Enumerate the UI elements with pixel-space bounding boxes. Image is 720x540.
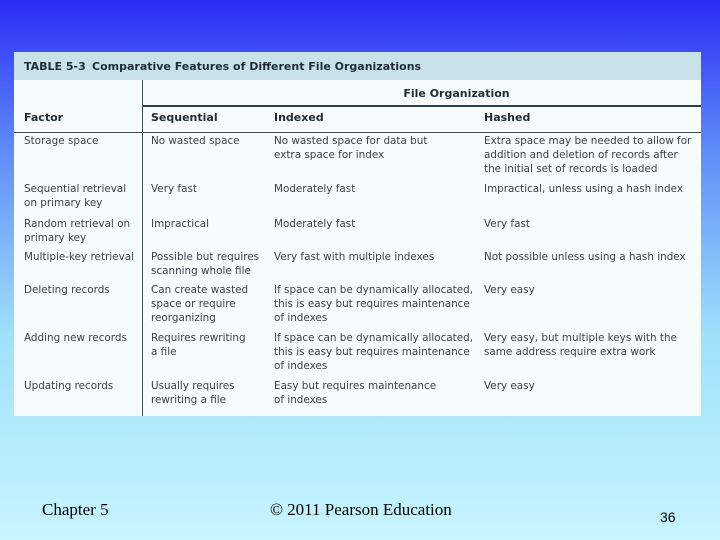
cell-sequential-row-7 [151,379,235,407]
cell-line: If space can be dynamically allocated, [274,284,474,296]
cell-factor-row-4 [24,250,134,264]
cell-line: primary key [24,232,87,245]
cell-line: Very easy [484,380,535,392]
column-divider [142,80,143,416]
cell-line: Can create wasted [151,284,249,296]
cell-hashed-row-3 [484,217,530,231]
cell-hashed-row-5 [484,283,535,297]
cell-line: Very fast [484,218,530,230]
cell-line: Adding new records [24,332,127,344]
cell-line: Very fast [151,183,197,195]
cell-line: Very easy, but multiple keys with the [484,332,677,344]
cell-line: No wasted space [151,135,240,147]
cell-line: of indexes [274,394,328,407]
cell-factor-row-3 [24,217,130,245]
cell-line: If space can be dynamically allocated, [274,332,474,344]
cell-line: a file [151,346,177,359]
cell-line: addition and deletion of records after [484,149,678,162]
cell-line: Impractical, unless using a hash index [484,183,683,195]
cell-sequential-row-2 [151,182,197,196]
cell-indexed-row-2 [274,182,355,196]
footer-chapter: Chapter 5 [42,500,109,519]
table-title-bar [14,52,701,80]
cell-line: Multiple-key retrieval [24,251,134,263]
cell-line: Sequential retrieval [24,183,127,195]
table-number: TABLE 5-3 [24,60,86,73]
cell-factor-row-2 [24,182,126,210]
cell-indexed-row-7 [274,379,436,407]
cell-factor-row-5 [24,283,110,297]
cell-line: Updating records [24,380,114,392]
cell-line: Moderately fast [274,218,356,230]
cell-line: Impractical [151,218,210,230]
cell-sequential-row-3 [151,217,209,231]
cell-line: Requires rewriting [151,332,246,344]
cell-line: scanning whole file [151,265,251,278]
cell-sequential-row-1 [151,134,240,148]
cell-line: Random retrieval on [24,218,131,230]
cell-hashed-row-6 [484,331,677,359]
cell-line: No wasted space for data but [274,135,428,147]
header-sequential: Sequential [151,111,218,124]
cell-indexed-row-3 [274,217,355,231]
cell-line: Extra space may be needed to allow for [484,135,692,147]
cell-factor-row-1 [24,134,98,148]
cell-line: this is easy but requires maintenance [274,346,470,359]
cell-line: Moderately fast [274,183,356,195]
table-title: Comparative Features of Different File Organizations [92,60,422,73]
cell-sequential-row-5 [151,283,248,326]
cell-line: Deleting records [24,284,110,296]
cell-indexed-row-1 [274,134,427,162]
cell-line: reorganizing [151,312,216,325]
cell-line: same address require extra work [484,346,656,359]
cell-line: rewriting a file [151,394,227,407]
cell-line: of indexes [274,360,328,373]
cell-factor-row-6 [24,331,127,345]
header-divider [14,132,701,133]
header-indexed: Indexed [274,111,324,124]
cell-line: Easy but requires maintenance [274,380,437,392]
cell-line: Usually requires [151,380,235,392]
cell-line: Very fast with multiple indexes [274,251,435,263]
header-factor: Factor [24,111,64,124]
cell-line: on primary key [24,197,103,210]
cell-line: Storage space [24,135,99,147]
page-number: 36 [660,509,676,525]
cell-hashed-row-2 [484,182,683,196]
table-figure [14,52,701,416]
cell-hashed-row-1 [484,134,691,177]
cell-line: Possible but requires [151,251,260,263]
cell-line: the initial set of records is loaded [484,163,658,176]
cell-line: space or require [151,298,236,311]
cell-factor-row-7 [24,379,113,393]
cell-line: Not possible unless using a hash index [484,251,686,263]
cell-indexed-row-5 [274,283,473,326]
cell-sequential-row-6 [151,331,246,359]
cell-line: extra space for index [274,149,385,162]
cell-line: this is easy but requires maintenance [274,298,470,311]
cell-indexed-row-4 [274,250,434,264]
cell-sequential-row-4 [151,250,259,278]
cell-line: Very easy [484,284,535,296]
cell-line: of indexes [274,312,328,325]
cell-indexed-row-6 [274,331,473,374]
cell-hashed-row-7 [484,379,535,393]
group-header: File Organization [142,80,701,107]
cell-hashed-row-4 [484,250,686,264]
footer-copyright: © 2011 Pearson Education [270,500,452,519]
header-hashed: Hashed [484,111,531,124]
